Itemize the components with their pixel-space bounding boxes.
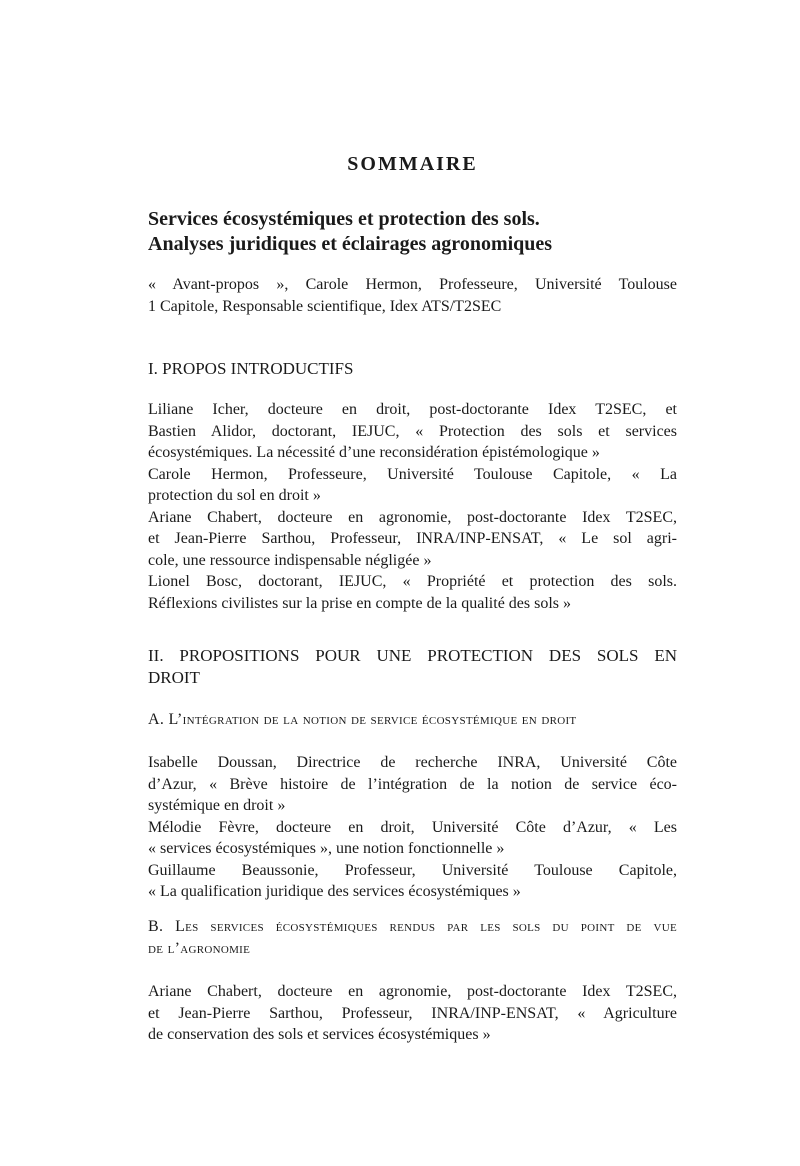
text-line: DROIT — [148, 668, 200, 687]
text-line: de l’agronomie — [148, 939, 251, 957]
text-line: B. Les services écosystémiques rendus par les sols du point de vue — [148, 918, 677, 935]
text-line: protection du sol en droit » — [148, 487, 321, 504]
section-1-entries — [148, 399, 677, 614]
text-line: de conservation des sols et services écosystémiques » — [148, 1026, 491, 1043]
text-line: Bastien Alidor, doctorant, IEJUC, « Protection des sols et services — [148, 422, 677, 440]
toc-entry — [148, 464, 677, 507]
page-title: SOMMAIRE — [347, 153, 478, 175]
toc-entry — [148, 860, 677, 903]
toc-entry — [148, 981, 677, 1046]
text-line: « Avant-propos », Carole Hermon, Professeure, Université Toulouse — [148, 276, 677, 293]
text-line: Ariane Chabert, docteure en agronomie, post-doctorante Idex T2SEC, — [148, 983, 677, 1000]
section-heading-1 — [148, 358, 677, 380]
text-line: Lionel Bosc, doctorant, IEJUC, « Propriété et protection des sols. — [148, 573, 677, 590]
text-line: « La qualification juridique des services écosystémiques » — [148, 883, 521, 900]
toc-entry — [148, 817, 677, 860]
text-line: écosystémiques. La nécessité d’une reconsidération épistémologique » — [148, 444, 600, 461]
foreword-entry — [148, 274, 677, 317]
book-title — [148, 207, 677, 257]
text-line: Guillaume Beaussonie, Professeur, Université Toulouse Capitole, — [148, 861, 677, 879]
subsection-b-entries — [148, 981, 677, 1046]
text-line: Isabelle Doussan, Directrice de recherche INRA, Université Côte — [148, 754, 677, 771]
text-line: « services écosystémiques », une notion fonctionnelle » — [148, 840, 505, 857]
text-line: et Jean-Pierre Sarthou, Professeur, INRA/INP-ENSAT, « Le sol agri- — [148, 530, 677, 547]
text-line: Carole Hermon, Professeure, Université Toulouse Capitole, « La — [148, 465, 677, 483]
toc-entry — [148, 507, 677, 572]
subsection-heading-a — [148, 709, 677, 731]
text-line: Ariane Chabert, docteure en agronomie, post-doctorante Idex T2SEC, — [148, 508, 677, 526]
text-line: cole, une ressource indispensable négligée » — [148, 551, 432, 569]
toc-entry — [148, 571, 677, 614]
section-heading-2 — [148, 645, 677, 689]
text-line: A. L’intégration de la notion de service écosystémique en droit — [148, 711, 577, 728]
text-line: systémique en droit » — [148, 797, 286, 814]
text-line: Analyses juridiques et éclairages agronomiques — [148, 233, 553, 255]
subsection-a-entries — [148, 752, 677, 903]
text-line: Réflexions civilistes sur la prise en compte de la qualité des sols » — [148, 594, 572, 612]
text-line: 1 Capitole, Responsable scientifique, Idex ATS/T2SEC — [148, 297, 502, 315]
text-line: Services écosystémiques et protection des sols. — [148, 208, 540, 230]
text-line: I. PROPOS INTRODUCTIFS — [148, 359, 354, 378]
toc-entry — [148, 752, 677, 817]
text-line: Liliane Icher, docteure en droit, post-doctorante Idex T2SEC, et — [148, 401, 677, 418]
text-line: et Jean-Pierre Sarthou, Professeur, INRA/INP-ENSAT, « Agriculture — [148, 1004, 677, 1022]
subsection-heading-b — [148, 916, 677, 959]
text-line: Mélodie Fèvre, docteure en droit, Université Côte d’Azur, « Les — [148, 818, 677, 836]
text-line: d’Azur, « Brève histoire de l’intégration de la notion de service éco- — [148, 775, 677, 793]
text-line: II. PROPOSITIONS POUR UNE PROTECTION DES SOLS EN — [148, 646, 677, 665]
toc-entry — [148, 399, 677, 464]
